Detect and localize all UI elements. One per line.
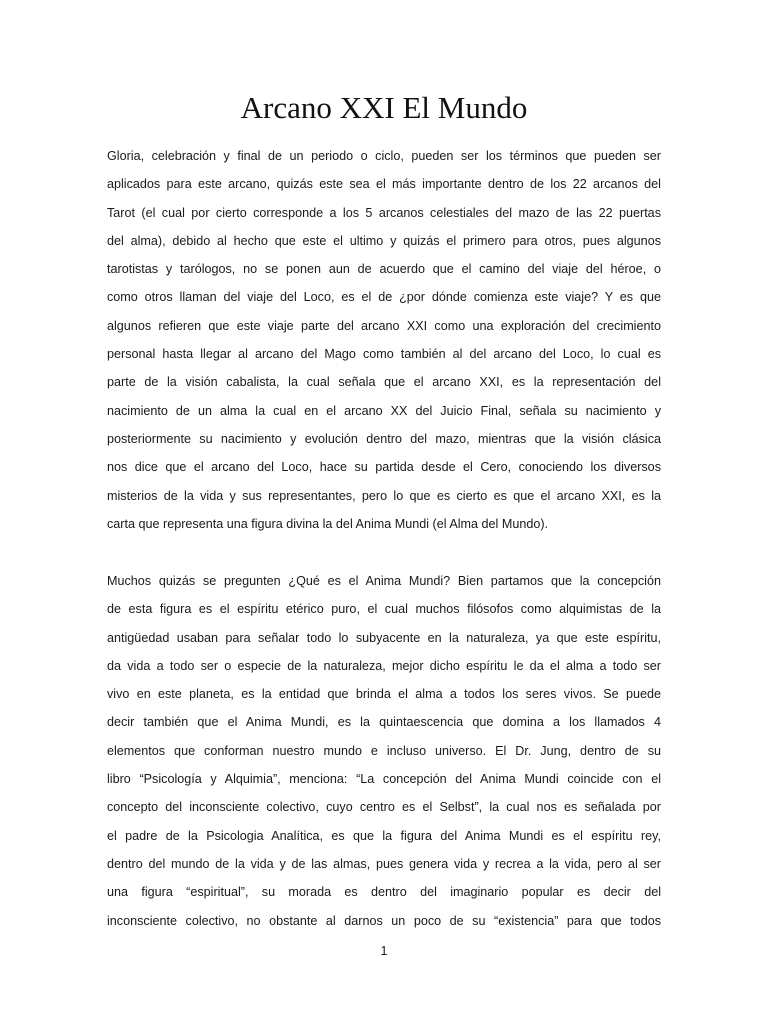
text-line: una figura “espiritual”, su morada es dentro del imaginario popular es decir del <box>107 885 661 900</box>
text-line: parte de la visión cabalista, la cual señala que el arcano XXI, es la representación del <box>107 375 661 390</box>
text-line: nacimiento de un alma la cual en el arcano XX del Juicio Final, señala su nacimiento y <box>107 403 661 418</box>
text-line: da vida a todo ser o especie de la naturaleza, mejor dicho espíritu le da el alma a todo ser <box>107 658 661 673</box>
text-line: tarotistas y tarólogos, no se ponen aun de acuerdo que el camino del viaje del héroe, o <box>107 262 661 277</box>
text-line: el padre de la Psicologia Analítica, es que la figura del Anima Mundi es el espíritu rey, <box>107 828 661 843</box>
text-line: del alma), debido al hecho que este el ultimo y quizás el primero para otros, pues algunos <box>107 233 661 248</box>
text-line: Gloria, celebración y final de un periodo o ciclo, pueden ser los términos que pueden ser <box>107 149 661 163</box>
text-line: vivo en este planeta, es la entidad que brinda el alma a todos los seres vivos. Se puede <box>107 687 661 702</box>
text-line: algunos refieren que este viaje parte del arcano XXI como una exploración del crecimiento <box>107 318 661 333</box>
document-title: Arcano XXI El Mundo <box>240 90 528 125</box>
text-line: aplicados para este arcano, quizás este sea el más importante dentro de los 22 arcanos del <box>107 177 661 192</box>
text-line: posteriormente su nacimiento y evolución dentro del mazo, mientras que la visión clásica <box>107 431 661 446</box>
text-line: elementos que conforman nuestro mundo e incluso universo. El Dr. Jung, dentro de su <box>107 743 661 758</box>
text-line: dentro del mundo de la vida y de las almas, pues genera vida y recrea a la vida, pero al ser <box>107 856 661 871</box>
text-line: misterios de la vida y sus representantes, pero lo que es cierto es que el arcano XXI, es la <box>107 488 661 503</box>
text-line: Tarot (el cual por cierto corresponde a los 5 arcanos celestiales del mazo de las 22 puertas <box>107 205 661 220</box>
text-line: personal hasta llegar al arcano del Mago como también al del arcano del Loco, lo cual es <box>107 347 661 362</box>
text-line: decir también que el Anima Mundi, es la quintaescencia que domina a los llamados 4 <box>107 715 661 730</box>
text-line: inconsciente colectivo, no obstante al darnos un poco de su “existencia” para que todos <box>107 913 661 928</box>
paragraph-1 <box>107 142 661 538</box>
text-line: nos dice que el arcano del Loco, hace su partida desde el Cero, conociendo los diversos <box>107 460 661 475</box>
text-line: carta que representa una figura divina la del Anima Mundi (el Alma del Mundo). <box>107 516 549 531</box>
text-line: como otros llaman del viaje del Loco, es el de ¿por dónde comienza este viaje? Y es que <box>107 290 661 305</box>
text-line: concepto del inconsciente colectivo, cuyo centro es el Selbst”, la cual nos es señalada por <box>107 800 661 815</box>
text-line: Muchos quizás se pregunten ¿Qué es el Anima Mundi? Bien partamos que la concepción <box>107 574 661 588</box>
paragraph-2 <box>107 567 661 935</box>
text-line: antigüedad usaban para señalar todo lo subyacente en la naturaleza, ya que este espíritu, <box>107 630 661 645</box>
text-line: libro “Psicología y Alquimia”, menciona: “La concepción del Anima Mundi coincide con el <box>107 772 661 787</box>
page-number: 1 <box>380 944 388 958</box>
text-line: de esta figura es el espíritu etérico puro, el cual muchos filósofos como alquimistas de la <box>107 602 661 617</box>
